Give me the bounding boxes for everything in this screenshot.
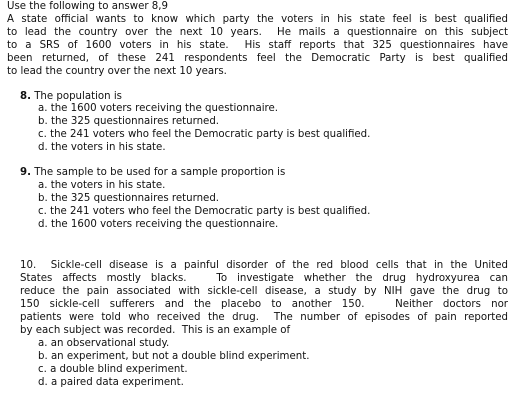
question-10-line-3: reduce the pain associated with sickle-cell disease, a study by NIH gave the drug to [20, 286, 508, 297]
question-8-number: 8. [20, 91, 31, 102]
question-9-option-c: c. the 241 voters who feel the Democratic party is best qualified. [38, 206, 371, 217]
question-10-option-d: d. a paired data experiment. [38, 377, 184, 388]
question-9-option-b: b. the 325 questionnaires returned. [38, 193, 220, 204]
question-10-line-1: 10. Sickle-cell disease is a painful disorder of the red blood cells that in the United [20, 260, 508, 271]
question-10-line-6: by each subject was recorded. This is an example of [20, 325, 291, 336]
question-8-text: The population is [30, 91, 122, 102]
question-9-option-d: d. the 1600 voters receiving the questionnaire. [38, 219, 279, 230]
question-10-line-2: States affects mostly blacks. To investigate whether the drug hydroxyurea can [20, 273, 508, 284]
intro-line-1: A state official wants to know which party the voters in his state feel is best qualified [7, 14, 508, 25]
question-8-option-b: b. the 325 questionnaires returned. [38, 116, 220, 127]
question-10-line-5: patients were told who received the drug. The number of episodes of pain reported [20, 312, 508, 323]
intro-line-5: to lead the country over the next 10 years. [7, 66, 227, 77]
question-9-number: 9. [20, 167, 31, 178]
intro-line-4: been returned, of these 241 respondents feel the Democratic Party is best qualified [7, 53, 508, 64]
intro-line-3: to a SRS of 1600 voters in his state. His staff reports that 325 questionnaires have [7, 40, 508, 51]
question-10-option-a: a. an observational study. [38, 338, 170, 349]
question-9-option-a: a. the voters in his state. [38, 180, 166, 191]
question-10-line-4: 150 sickle-cell sufferers and the placebo to another 150. Neither doctors nor [20, 299, 508, 310]
question-10-option-c: c. a double blind experiment. [38, 364, 188, 375]
question-8-option-c: c. the 241 voters who feel the Democratic party is best qualified. [38, 129, 371, 140]
question-8-option-a: a. the 1600 voters receiving the questionnaire. [38, 103, 279, 114]
question-9-stem [20, 166, 285, 179]
question-8-option-d: d. the voters in his state. [38, 142, 166, 153]
instructions-header: Use the following to answer 8,9 [7, 1, 168, 12]
question-10-option-b: b. an experiment, but not a double blind experiment. [38, 351, 310, 362]
intro-line-2: to lead the country over the next 10 years. He mails a questionnaire on this subject [7, 27, 508, 38]
question-9-text: The sample to be used for a sample proportion is [30, 167, 286, 178]
